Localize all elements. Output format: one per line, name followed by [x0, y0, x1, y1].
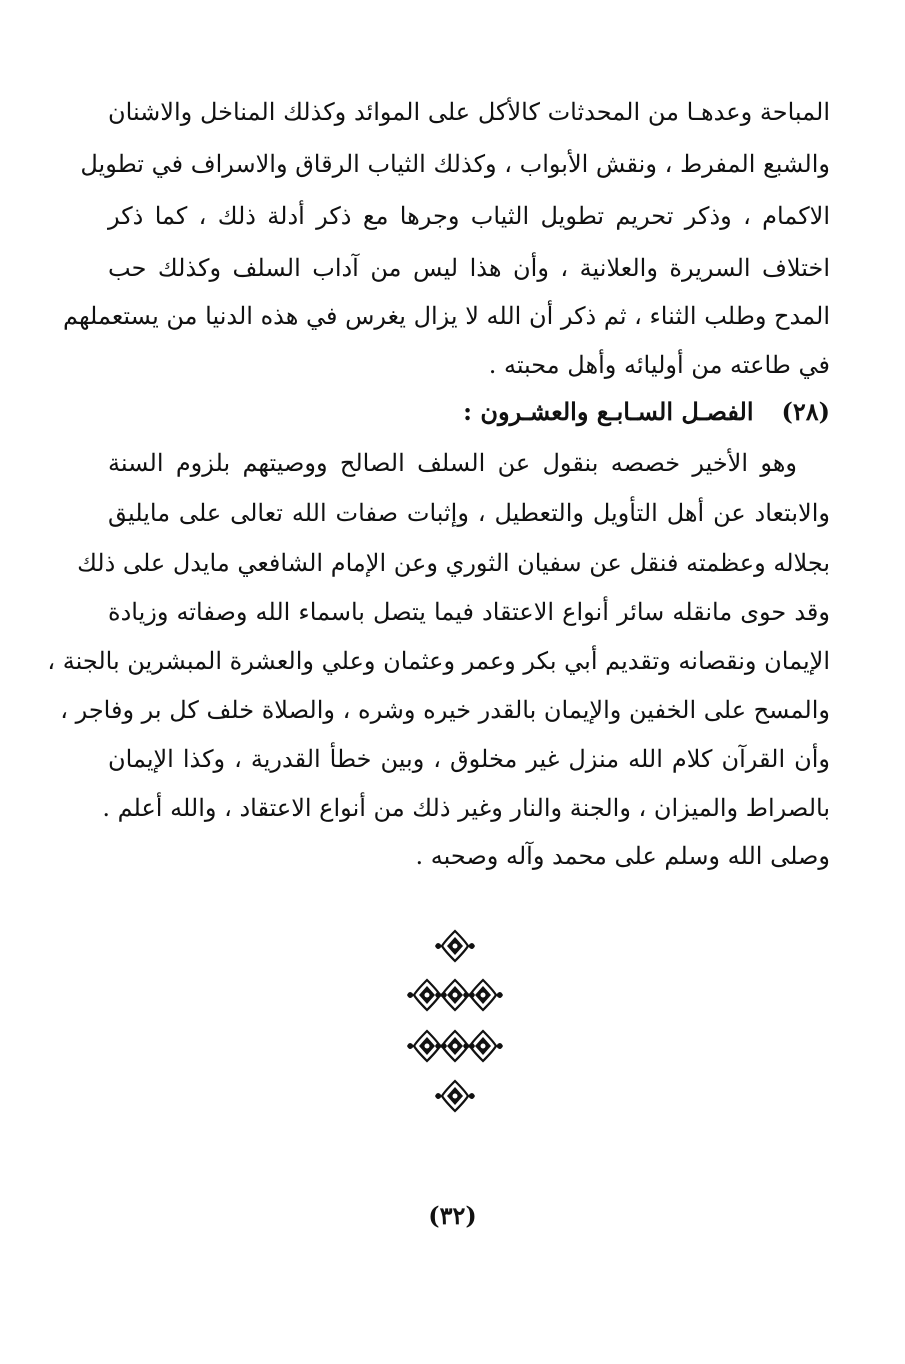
text-line: وقد حوى مانقله سائر أنواع الاعتقاد فيما يتصل باسماء الله وصفاته وزيادة [108, 598, 830, 626]
text-line: المباحة وعدهـا من المحدثات كالأكل على الموائد وكذلك المناخل والاشنان [108, 98, 830, 126]
text-line: المدح وطلب الثناء ، ثم ذكر أن الله لا يزال يغرس في هذه الدنيا من يستعملهم [62, 302, 830, 330]
text-line: اختلاف السريرة والعلانية ، وأن هذا ليس من آداب السلف وكذلك حب [108, 254, 830, 282]
ornament-row-3 [463, 1031, 503, 1061]
text-line: وأن القرآن كلام الله منزل غير مخلوق ، وبين خطأ القدرية ، وكذا الإيمان [108, 745, 830, 773]
text-line: وهو الأخير خصصه بنقول عن السلف الصالح ووصيتهم بلزوم السنة [108, 449, 798, 477]
ornament-row-1 [435, 931, 475, 961]
text-line: والشبع المفرط ، ونقش الأبواب ، وكذلك الثياب الرقاق والاسراف في تطويل [80, 150, 830, 178]
text-line: في طاعته من أوليائه وأهل محبته . [488, 351, 830, 379]
diamond-floral-ornament-icon [405, 928, 505, 1118]
text-line: بالصراط والميزان ، والجنة والنار وغير ذلك من أنواع الاعتقاد ، والله أعلم . [102, 794, 830, 822]
ornament-row-2 [463, 980, 503, 1010]
ornament-row-4 [435, 1081, 475, 1111]
section-number: (٢٨) [781, 397, 830, 426]
text-line: الإيمان ونقصانه وتقديم أبي بكر وعمر وعثمان وعلي والعشرة المبشرين بالجنة ، [47, 647, 830, 675]
text-line: بجلاله وعظمته فنقل عن سفيان الثوري وعن الإمام الشافعي مايدل على ذلك [77, 549, 830, 577]
text-line: والمسح على الخفين والإيمان بالقدر خيره وشره ، والصلاة خلف كل بر وفاجر ، [60, 696, 830, 724]
text-line: والابتعاد عن أهل التأويل والتعطيل ، وإثبات صفات الله تعالى على مايليق [108, 499, 830, 527]
page-number: (٣٢) [428, 1201, 477, 1230]
section-heading [108, 386, 830, 438]
section-title: الفصـل السـابـع والعشـرون : [463, 397, 754, 426]
text-line: الاكمام ، وذكر تحريم تطويل الثياب وجرها مع ذكر أدلة ذلك ، كما ذكر [108, 202, 830, 230]
text-line: وصلى الله وسلم على محمد وآله وصحبه . [415, 842, 830, 870]
